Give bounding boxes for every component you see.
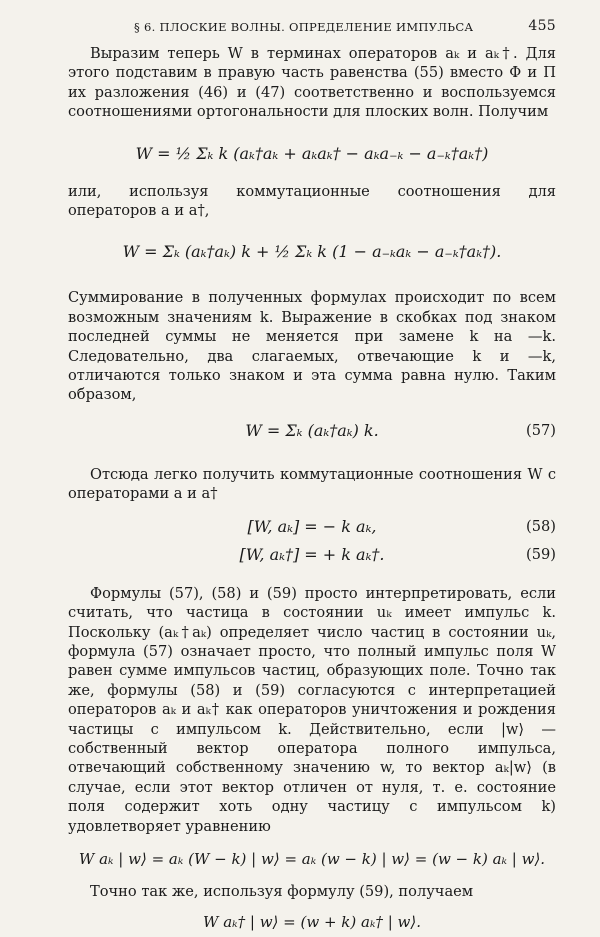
equation-58: [68, 514, 556, 540]
running-header: [68, 16, 556, 40]
page-number: 455: [528, 18, 556, 34]
equation-text: W aₖ | w⟩ = aₖ (W − k) | w⟩ = aₖ (w − k) | w⟩ = (w − k) aₖ | w⟩.: [78, 849, 546, 868]
equation-text: [W, aₖ†] = + k aₖ†.: [239, 544, 385, 564]
book-page: [68, 16, 556, 937]
equation-w-expanded: [68, 228, 556, 276]
paragraph-2: или, используя коммутационные соотношения для операторов a и a†,: [68, 182, 556, 220]
equation-eigen-annihilation: [68, 844, 556, 874]
equation-number: (58): [526, 517, 556, 535]
equation-eigen-creation: [68, 907, 556, 937]
paragraph-6: Точно так же, используя формулу (59), получаем: [90, 882, 474, 900]
equation-w-initial: [68, 132, 556, 176]
equation-text: W = Σₖ (aₖ†aₖ) k.: [245, 420, 379, 440]
paragraph-4: Отсюда легко получить коммутационные соотношения W с операторами a и a†: [68, 465, 556, 503]
equation-59: [68, 542, 556, 568]
equation-57: [68, 411, 556, 451]
running-title: § 6. ПЛОСКИЕ ВОЛНЫ. ОПРЕДЕЛЕНИЕ ИМПУЛЬСА: [134, 20, 474, 34]
equation-number: (57): [526, 421, 556, 439]
paragraph-5: Формулы (57), (58) и (59) просто интерпретировать, если считать, что частица в состоянии uₖ имеет импульс k. Поскольку (aₖ†aₖ) определяет число частиц в состоянии uₖ, формула (57) означает просто, что полный импульс поля W равен сумме импульсов частиц, образующих поле. Точно так же, формулы (58) и (59) согласуются с интерпретацией операторов aₖ и aₖ† как операторов уничтожения и рождения частицы с импульсом k. Действительно, если |w⟩ — собственный вектор оператора полного импульса, отвечающий собственному значению w, то вектор aₖ|w⟩ (в случае, если этот вектор отличен от нуля, т. е. состояние поля содержит хоть одну частицу с импульсом k) удовлетворяет уравнению: [68, 584, 556, 835]
equation-number: (59): [526, 545, 556, 563]
equation-text: W = ½ Σₖ k (aₖ†aₖ + aₖaₖ† − aₖa₋ₖ − a₋ₖ†aₖ†): [135, 143, 489, 163]
equation-text: W aₖ† | w⟩ = (w + k) aₖ† | w⟩.: [203, 913, 421, 932]
equation-text: [W, aₖ] = − k aₖ,: [247, 516, 377, 536]
paragraph-1: Выразим теперь W в терминах операторов aₖ и aₖ†. Для этого подставим в правую часть равенства (55) вместо Φ и Π их разложения (46) и (47) соответственно и воспользуемся соотношениями ортогональности для плоских волн. Получим: [68, 45, 556, 121]
equation-text: W = Σₖ (aₖ†aₖ) k + ½ Σₖ k (1 − a₋ₖaₖ − a₋ₖ†aₖ†).: [122, 242, 502, 262]
paragraph-3: Суммирование в полученных формулах происходит по всем возможным значениям k. Выражение в скобках под знаком последней суммы не меняется при замене k на —k. Следовательно, два слагаемых, отвечающие k и —k, отличаются только знаком и эта сумма равна нулю. Таким образом,: [68, 289, 556, 404]
